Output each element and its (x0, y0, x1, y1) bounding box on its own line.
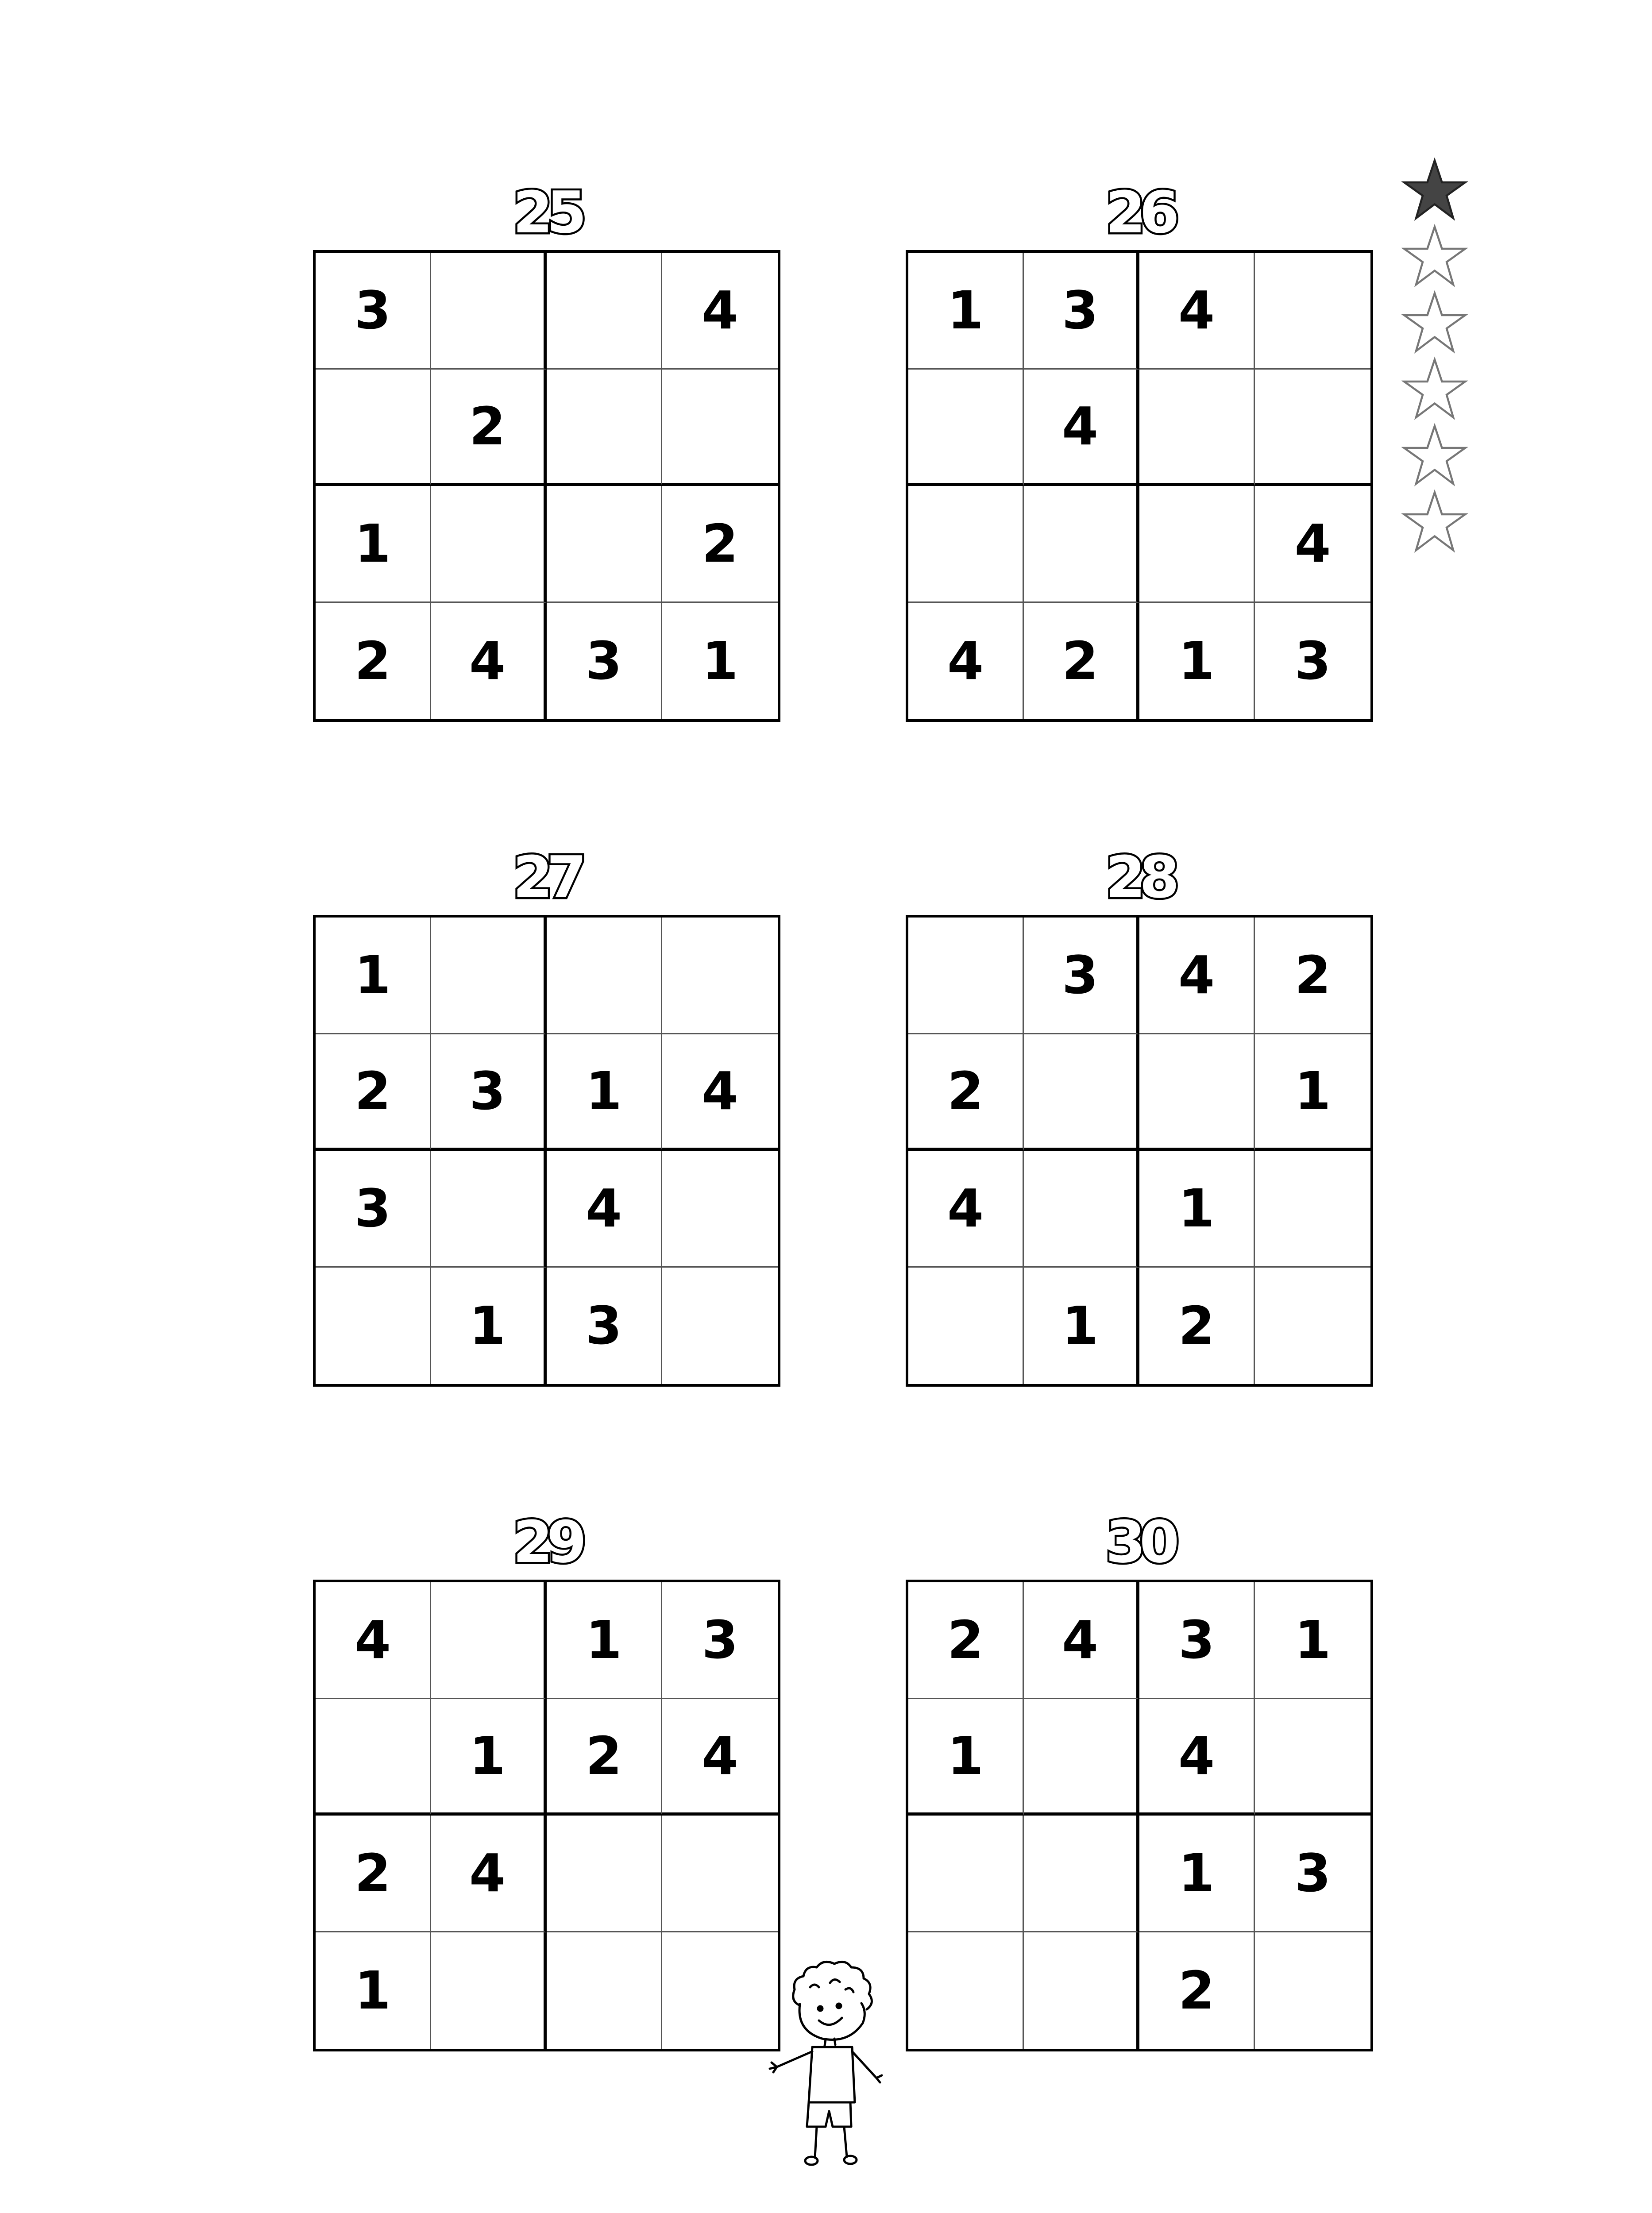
sudoku-grid (906, 250, 1373, 722)
sudoku-cell (431, 486, 547, 603)
sudoku-cell (547, 486, 662, 603)
sudoku-cell: 2 (1024, 603, 1139, 720)
sudoku-cell: 1 (1139, 603, 1255, 720)
sudoku-cell: 2 (908, 1582, 1024, 1699)
star-icon-empty (1401, 356, 1468, 423)
sudoku-cell: 4 (908, 1151, 1024, 1268)
puzzle-number: 27 (513, 844, 581, 911)
puzzle-number: 30 (1105, 1508, 1173, 1576)
puzzle-number: 29 (513, 1508, 581, 1576)
difficulty-rating (1401, 157, 1472, 555)
sudoku-cell: 4 (662, 1699, 778, 1816)
star-icon-empty (1401, 489, 1468, 555)
sudoku-cell (1139, 370, 1255, 486)
sudoku-cell: 3 (316, 1151, 431, 1268)
sudoku-cell (316, 1699, 431, 1816)
sudoku-cell (1024, 1151, 1139, 1268)
sudoku-cell: 3 (1024, 253, 1139, 370)
sudoku-grid (313, 1580, 780, 2051)
sudoku-cell (547, 370, 662, 486)
sudoku-cell: 3 (431, 1034, 547, 1151)
sudoku-cell: 4 (1255, 486, 1370, 603)
sudoku-cell (1255, 1151, 1370, 1268)
star-icon-filled (1401, 157, 1468, 224)
sudoku-cell: 3 (1294, 630, 1331, 692)
sudoku-cell: 2 (1139, 1268, 1255, 1384)
sudoku-grid (313, 915, 780, 1387)
sudoku-cell (1255, 1268, 1370, 1384)
sudoku-cell (431, 1582, 547, 1699)
sudoku-cell: 4 (1139, 918, 1255, 1034)
sudoku-cell (908, 1816, 1024, 1932)
sudoku-cell (908, 918, 1024, 1034)
sudoku-cell: 1 (1139, 1816, 1255, 1932)
sudoku-cell (662, 1816, 778, 1932)
puzzle-number: 25 (513, 179, 581, 246)
sudoku-cell: 1 (316, 918, 431, 1034)
sudoku-cell: 1 (431, 1699, 547, 1816)
star-icon-empty (1401, 423, 1468, 489)
sudoku-cell: 2 (547, 1699, 662, 1816)
sudoku-cell (1255, 370, 1370, 486)
sudoku-grid (313, 250, 780, 722)
sudoku-cell: 2 (908, 1034, 1024, 1151)
sudoku-cell: 4 (662, 1034, 778, 1151)
sudoku-grid (906, 915, 1373, 1387)
star-icon-empty (1401, 224, 1468, 290)
sudoku-cell: 2 (431, 370, 547, 486)
sudoku-grid (906, 1580, 1373, 2051)
sudoku-cell: 4 (431, 1816, 547, 1932)
sudoku-cell: 1 (908, 1699, 1024, 1816)
sudoku-cell (431, 1151, 547, 1268)
sudoku-cell (908, 1932, 1024, 2049)
sudoku-cell (1255, 1932, 1370, 2049)
sudoku-cell (1024, 486, 1139, 603)
sudoku-cell (1255, 1699, 1370, 1816)
sudoku-cell (1139, 1034, 1255, 1151)
sudoku-cell: 4 (316, 1582, 431, 1699)
sudoku-cell: 2 (316, 603, 431, 720)
sudoku-cell: 1 (1255, 1582, 1370, 1699)
sudoku-cell: 1 (1024, 1268, 1139, 1384)
sudoku-cell (316, 370, 431, 486)
sudoku-cell (908, 370, 1024, 486)
sudoku-cell (1024, 1816, 1139, 1932)
sudoku-cell: 4 (662, 253, 778, 370)
sudoku-cell: 1 (547, 1582, 662, 1699)
sudoku-cell: 1 (316, 1932, 431, 2049)
sudoku-cell (1024, 1932, 1139, 2049)
sudoku-cell: 4 (547, 1151, 662, 1268)
sudoku-cell: 4 (1139, 1699, 1255, 1816)
sudoku-cell: 2 (316, 1816, 431, 1932)
sudoku-cell: 2 (1139, 1932, 1255, 2049)
sudoku-cell (1024, 1699, 1139, 1816)
sudoku-cell: 3 (316, 253, 431, 370)
sudoku-cell: 4 (1024, 1582, 1139, 1699)
cartoon-boy-illustration (768, 1956, 910, 2178)
sudoku-cell (316, 1268, 431, 1384)
sudoku-cell (662, 918, 778, 1034)
sudoku-cell (1255, 253, 1370, 370)
sudoku-cell: 4 (431, 603, 547, 720)
sudoku-cell: 4 (1024, 370, 1139, 486)
sudoku-cell (662, 1268, 778, 1384)
sudoku-cell: 1 (702, 630, 738, 692)
sudoku-cell: 3 (1255, 1816, 1370, 1932)
sudoku-cell (547, 253, 662, 370)
sudoku-cell: 2 (1255, 918, 1370, 1034)
sudoku-cell: 3 (547, 603, 662, 720)
sudoku-cell (1024, 1034, 1139, 1151)
sudoku-cell: 1 (547, 1034, 662, 1151)
sudoku-cell (1139, 486, 1255, 603)
sudoku-cell: 4 (908, 603, 1024, 720)
sudoku-cell: 1 (1139, 1151, 1255, 1268)
sudoku-cell: 3 (1024, 918, 1139, 1034)
sudoku-cell: 4 (1139, 253, 1255, 370)
puzzle-number: 26 (1105, 179, 1173, 246)
sudoku-cell: 1 (316, 486, 431, 603)
sudoku-cell: 3 (662, 1582, 778, 1699)
star-icon-empty (1401, 290, 1468, 356)
sudoku-cell: 2 (316, 1034, 431, 1151)
sudoku-cell (908, 1268, 1024, 1384)
sudoku-cell (908, 486, 1024, 603)
sudoku-cell (431, 253, 547, 370)
sudoku-cell (662, 1932, 778, 2049)
sudoku-cell (431, 918, 547, 1034)
sudoku-cell (547, 1816, 662, 1932)
sudoku-cell (662, 1151, 778, 1268)
sudoku-cell: 1 (431, 1268, 547, 1384)
sudoku-cell: 1 (908, 253, 1024, 370)
sudoku-cell: 2 (662, 486, 778, 603)
puzzle-number: 28 (1105, 844, 1173, 911)
sudoku-cell (547, 918, 662, 1034)
sudoku-cell (547, 1932, 662, 2049)
sudoku-cell: 3 (1139, 1582, 1255, 1699)
sudoku-cell: 3 (547, 1268, 662, 1384)
sudoku-cell (431, 1932, 547, 2049)
sudoku-cell: 1 (1255, 1034, 1370, 1151)
sudoku-cell (662, 370, 778, 486)
